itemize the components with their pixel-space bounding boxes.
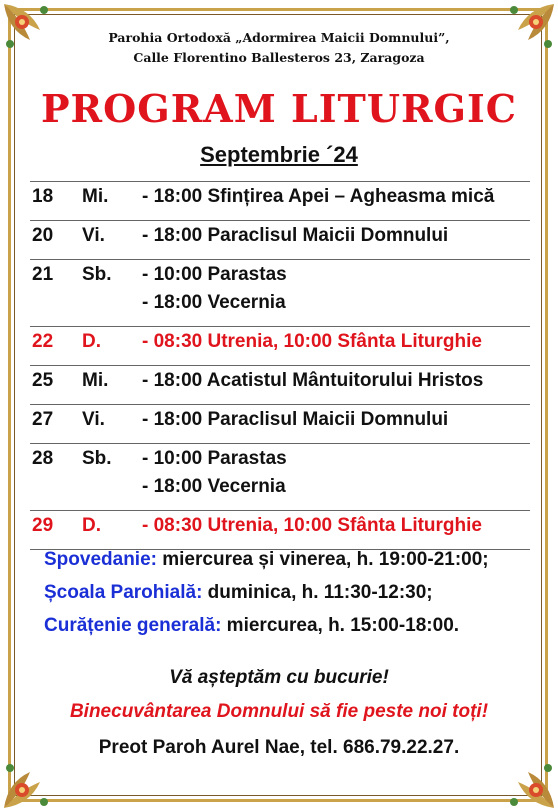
blessing-message: Binecuvântarea Domnului să fie peste noi toți! [69,701,489,722]
day-number: 28 [32,448,54,469]
day-number: 18 [32,186,54,207]
school-info [44,582,433,604]
day-number: 22 [32,331,54,352]
welcome-message: Vă așteptăm cu bucurie! [169,667,389,688]
schedule-row [30,221,530,260]
priest-contact: Preot Paroh Aurel Nae, tel. 686.79.22.27. [98,737,460,758]
service-event: - 18:00 Paraclisul Maicii Domnului [142,225,449,246]
cleaning-text: miercurea, h. 15:00-18:00. [221,615,460,636]
schedule-row [30,511,530,550]
service-event: - 18:00 Sfințirea Apei – Agheasma mică [142,186,495,207]
day-number: 29 [32,515,54,536]
service-event: - 08:30 Utrenia, 10:00 Sfânta Liturghie [142,515,482,536]
liturgical-schedule-table [30,181,530,550]
cleaning-info [44,615,459,637]
schedule-row [30,260,530,327]
schedule-row [30,405,530,444]
weekday: Sb. [82,448,112,469]
month-heading [0,142,558,168]
day-number: 25 [32,370,54,391]
service-event: - 18:00 Vecernia [142,292,286,313]
weekday: Mi. [82,186,109,207]
day-number: 20 [32,225,54,246]
schedule-row [30,444,530,511]
school-label: Școala Parohială: [44,582,203,603]
confession-text: miercurea și vinerea, h. 19:00-21:00; [156,549,489,570]
weekday: Sb. [82,264,112,285]
confession-info [44,549,489,571]
schedule-row [30,181,530,221]
service-event: - 08:30 Utrenia, 10:00 Sfânta Liturghie [142,331,482,352]
confession-label: Spovedanie: [44,549,157,570]
day-number: 21 [32,264,54,285]
service-event: - 18:00 Acatistul Mântuitorului Hristos [142,370,484,391]
service-event: - 10:00 Parastas [142,264,287,285]
parish-address: Calle Florentino Ballesteros 23, Zaragoza [133,50,425,65]
weekday: Vi. [82,225,105,246]
day-number: 27 [32,409,54,430]
page-title: PROGRAM LITURGIC [40,86,518,131]
service-event: - 18:00 Vecernia [142,476,286,497]
weekday: Vi. [82,409,105,430]
month-label: Septembrie ´24 [200,142,358,167]
schedule-row [30,366,530,405]
weekday: D. [82,515,101,536]
service-event: - 10:00 Parastas [142,448,287,469]
school-text: duminica, h. 11:30-12:30; [202,582,433,603]
parish-name: Parohia Ortodoxă „Adormirea Maicii Domnului”, [108,30,450,45]
weekday: D. [82,331,101,352]
cleaning-label: Curățenie generală: [44,615,222,636]
weekday: Mi. [82,370,109,391]
schedule-row [30,327,530,366]
service-event: - 18:00 Paraclisul Maicii Domnului [142,409,449,430]
